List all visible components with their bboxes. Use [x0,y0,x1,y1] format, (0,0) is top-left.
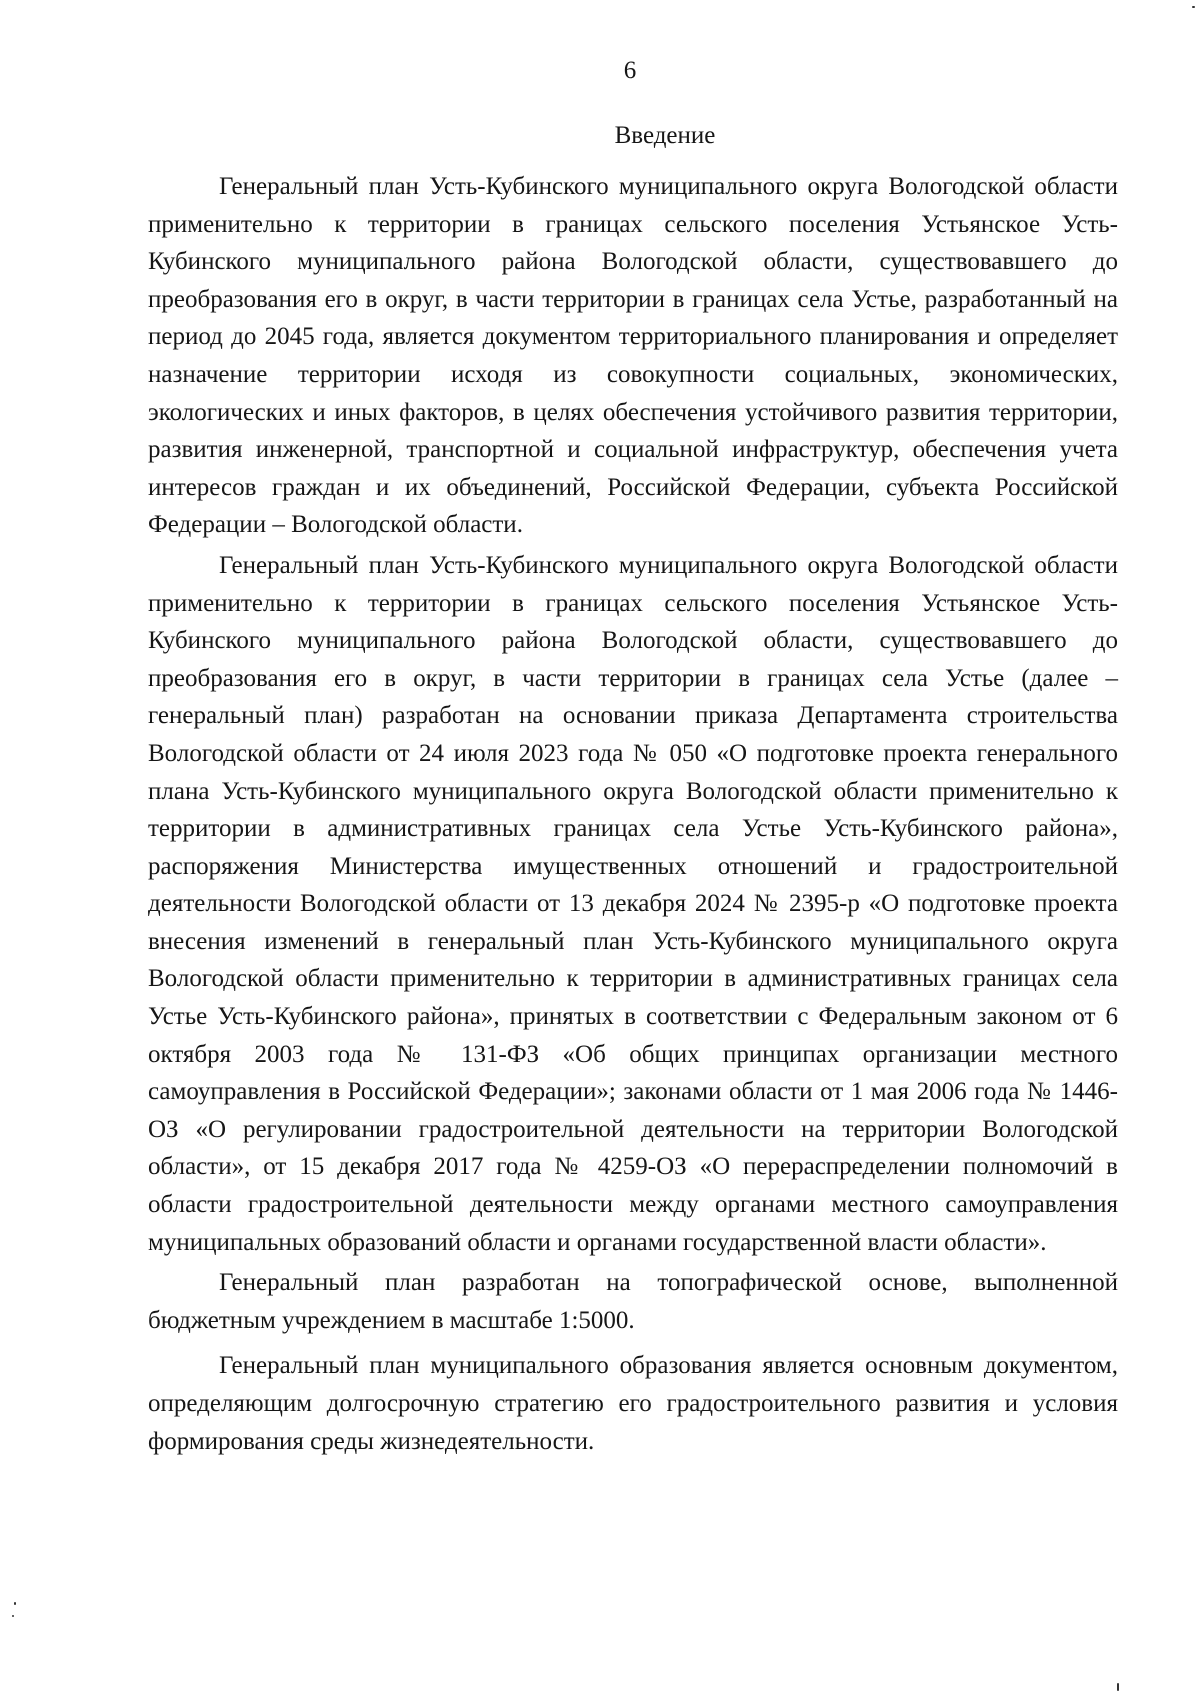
scan-speck [12,1615,14,1617]
paragraph-general-plan-purpose: Генеральный план Усть-Кубинского муниципального округа Вологодской области применительно к территории в границах сельского поселения Устьянское Усть-Кубинского муниципального района Вологодской области, существовавшего до преобразования его в округ, в части территории в границах села Устье, разработанный на период до 2045 года, является документом территориального планирования и определяет назначение территории исходя из совокупности социальных, экономических, экологических и иных факторов, в целях обеспечения устойчивого развития территории, развития инженерной, транспортной и социальной инфраструктур, обеспечения учета интересов граждан и их объединений, Российской Федерации, субъекта Российской Федерации – Вологодской области. [148,173,1118,539]
document-body [148,168,1118,1460]
paragraph-legal-basis: Генеральный план Усть-Кубинского муниципального округа Вологодской области применительно к территории в границах сельского поселения Устьянское Усть-Кубинского муниципального района Вологодской области, существовавшего до преобразования его в округ, в части территории в границах села Устье (далее – генеральный план) разработан на основании приказа Департамента строительства Вологодской области от 24 июля 2023 года № 050 «О подготовке проекта генерального плана Усть-Кубинского муниципального округа Вологодской области применительно к территории в административных границах села Устье Усть-Кубинского района», распоряжения Министерства имущественных отношений и градостроительной деятельности Вологодской области от 13 декабря 2024 № 2395-р «О подготовке проекта внесения изменений в генеральный план Усть-Кубинского муниципального округа Вологодской области применительно к территории в административных границах села Устье Усть-Кубинского района», принятых в соответствии с Федеральным законом от 6 октября 2003 года № 131-ФЗ «Об общих принципах организации местного самоуправления в Российской Федерации»; законами области от 1 мая 2006 года № 1446-ОЗ «О регулировании градостроительной деятельности на территории Вологодской области», от 15 декабря 2017 года № 4259-ОЗ «О перераспределении полномочий в области градостроительной деятельности между органами местного самоуправления муниципальных образований области и органами государственной власти области». [148,551,1118,1256]
scan-speck [1117,1683,1119,1691]
section-title: Введение [614,122,716,149]
paragraph-topographic-basis: Генеральный план разработан на топографической основе, выполненной бюджетным учреждением в масштабе 1:5000. [148,1269,1118,1334]
scan-speck [14,1602,16,1605]
page-number: 6 [623,57,637,84]
paragraph-strategy: Генеральный план муниципального образования является основным документом, определяющим долгосрочную стратегию его градостроительного развития и условия формирования среды жизнедеятельности. [148,1352,1118,1455]
scan-speck [1192,6,1195,8]
